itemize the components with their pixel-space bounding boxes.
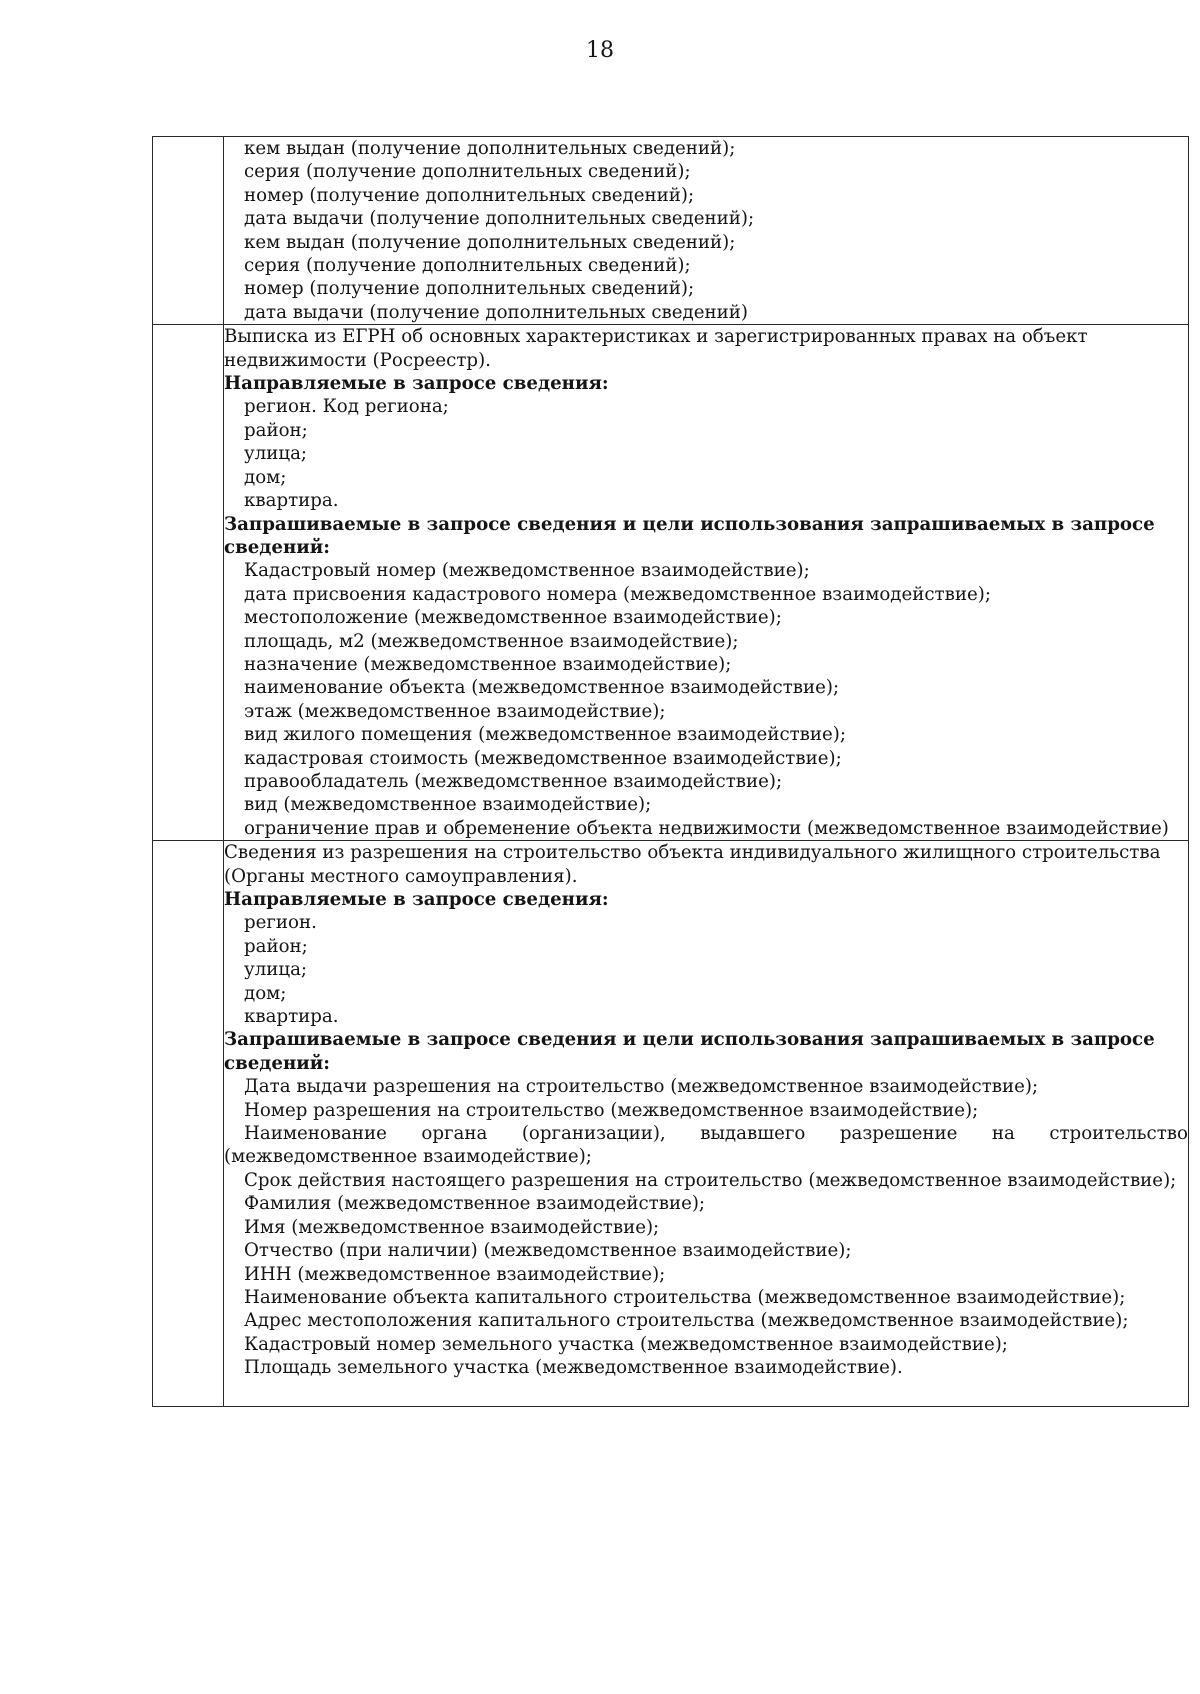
content-line: Срок действия настоящего разрешения на строительство (межведомственное взаимодействие); (244, 1169, 1177, 1191)
content-line: (межведомственное взаимодействие); (224, 1146, 592, 1168)
row-content-cell (224, 841, 1189, 1406)
content-line: район; (244, 935, 308, 957)
content-line: ограничение прав и обременение объекта недвижимости (межведомственное взаимодействие) (244, 817, 1169, 839)
content-line: номер (получение дополнительных сведений); (244, 184, 695, 206)
section-heading: Направляемые в запросе сведения: (224, 889, 609, 910)
content-line: дом; (244, 466, 287, 488)
content-line: вид (межведомственное взаимодействие); (244, 794, 652, 816)
content-line: дата присвоения кадастрового номера (межведомственное взаимодействие); (244, 583, 991, 605)
content-line: дата выдачи (получение дополнительных сведений); (244, 208, 755, 230)
content-line: Дата выдачи разрешения на строительство (межведомственное взаимодействие); (244, 1076, 1039, 1098)
content-line: этаж (межведомственное взаимодействие); (244, 700, 666, 722)
section-heading: сведений: (224, 536, 330, 558)
row-number-cell (153, 325, 224, 841)
content-line: Номер разрешения на строительство (межведомственное взаимодействие); (244, 1099, 979, 1121)
table-row (153, 137, 1189, 325)
row-number-cell (153, 137, 224, 325)
content-line: Площадь земельного участка (межведомственное взаимодействие). (244, 1357, 903, 1379)
section-heading: Запрашиваемые в запросе сведения и цели использования запрашиваемых в запросе (224, 1029, 1155, 1051)
cell-bottom-space (224, 1380, 1188, 1406)
content-line: Выписка из ЕГРН об основных характеристиках и зарегистрированных правах на объект (224, 326, 1088, 348)
row-content-cell (224, 325, 1189, 841)
content-line: номер (получение дополнительных сведений); (244, 278, 695, 300)
content-line: Наименование объекта капитального строительства (межведомственное взаимодействие); (244, 1286, 1126, 1308)
content-line: серия (получение дополнительных сведений); (244, 255, 691, 277)
page-number: 18 (586, 38, 614, 63)
content-line: назначение (межведомственное взаимодействие); (244, 653, 732, 675)
section-heading: Запрашиваемые в запросе сведения и цели использования запрашиваемых в запросе (224, 513, 1155, 535)
content-line: (Органы местного самоуправления). (224, 865, 578, 887)
content-line: Адрес местоположения капитального строительства (межведомственное взаимодействие); (244, 1310, 1129, 1332)
content-line: местоположение (межведомственное взаимодействие); (244, 607, 782, 629)
content-line: Фамилия (межведомственное взаимодействие); (244, 1193, 706, 1215)
content-line: площадь, м2 (межведомственное взаимодействие); (244, 630, 739, 652)
row-content-cell (224, 137, 1189, 325)
content-line: ИНН (межведомственное взаимодействие); (244, 1263, 666, 1285)
content-line: недвижимости (Росреестр). (224, 349, 491, 371)
content-line: Имя (межведомственное взаимодействие); (244, 1216, 660, 1238)
content-line: вид жилого помещения (межведомственное взаимодействие); (244, 724, 847, 746)
content-line: кадастровая стоимость (межведомственное взаимодействие); (244, 747, 842, 769)
content-line: улица; (244, 959, 308, 981)
content-line: квартира. (244, 490, 339, 512)
content-line: регион. Код региона; (244, 396, 449, 418)
content-line: кем выдан (получение дополнительных сведений); (244, 231, 736, 253)
content-line: кем выдан (получение дополнительных сведений); (244, 138, 736, 159)
table-row (153, 841, 1189, 1406)
row-number-cell (153, 841, 224, 1406)
content-line: наименование объекта (межведомственное взаимодействие); (244, 677, 840, 699)
content-line: Сведения из разрешения на строительство объекта индивидуального жилищного строительства (224, 842, 1161, 864)
content-line: улица; (244, 443, 308, 465)
content-line: серия (получение дополнительных сведений); (244, 161, 691, 183)
content-line: Отчество (при наличии) (межведомственное взаимодействие); (244, 1240, 852, 1262)
section-heading: Направляемые в запросе сведения: (224, 373, 609, 395)
content-line: регион. (244, 912, 317, 934)
content-line: Кадастровый номер земельного участка (межведомственное взаимодействие); (244, 1333, 1008, 1355)
content-line: дата выдачи (получение дополнительных сведений) (244, 301, 748, 323)
content-line: квартира. (244, 1006, 339, 1028)
content-line: дом; (244, 982, 287, 1004)
content-line: Кадастровый номер (межведомственное взаимодействие); (244, 560, 810, 582)
table-row (153, 325, 1189, 841)
content-line: правообладатель (межведомственное взаимодействие); (244, 770, 783, 792)
content-line: район; (244, 419, 308, 441)
content-line: Наименование органа (организации), выдавшего разрешение на строительство (244, 1123, 1188, 1145)
section-heading: сведений: (224, 1052, 330, 1074)
requirements-table (152, 136, 1189, 1407)
